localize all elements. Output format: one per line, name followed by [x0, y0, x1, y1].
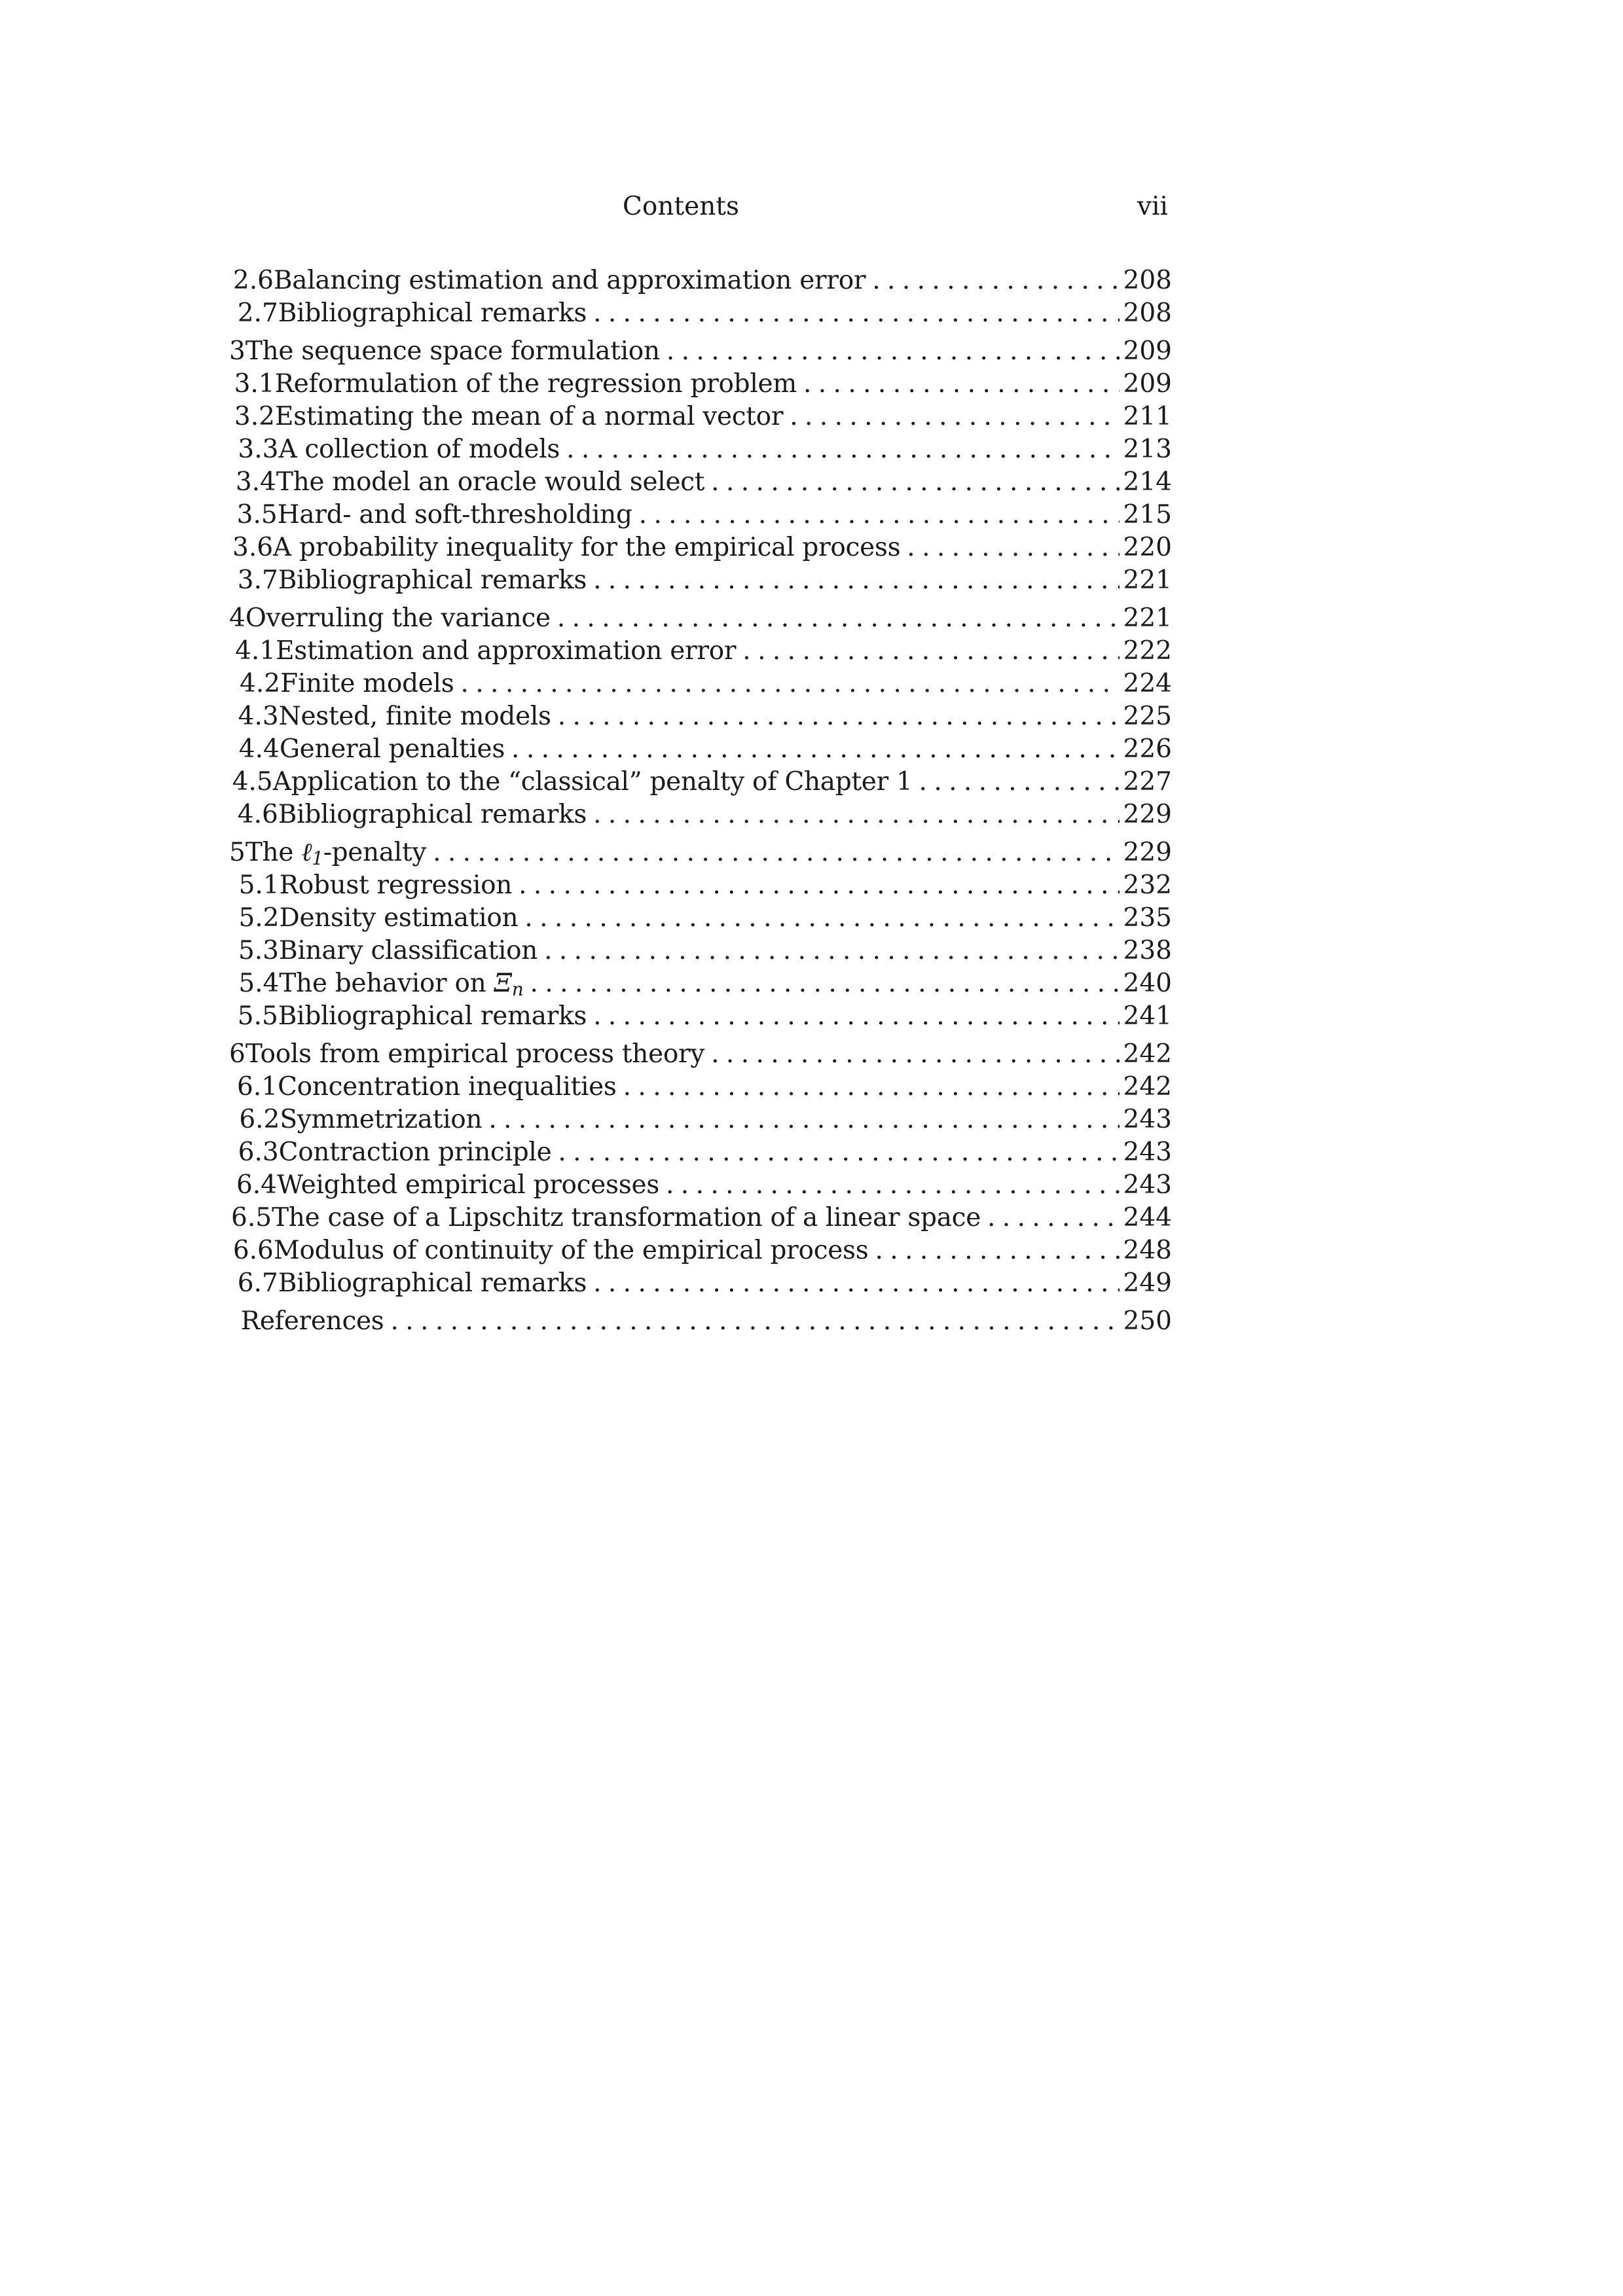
toc-section-entry[interactable] [229, 935, 1172, 967]
toc-section-entry[interactable] [229, 1000, 1172, 1033]
toc-section-entry[interactable] [229, 401, 1172, 433]
toc-section-entry[interactable] [229, 635, 1172, 668]
dot-leader [488, 1103, 1120, 1136]
toc-title: Reformulation of the regression problem [274, 369, 797, 399]
dot-leader [391, 1305, 1120, 1338]
toc-section-entry[interactable] [229, 564, 1172, 597]
toc-section-entry[interactable] [229, 869, 1172, 902]
dot-leader [875, 1234, 1120, 1267]
toc-number: 5 [229, 838, 246, 867]
toc-page-number: 229 [1123, 838, 1172, 867]
toc-page-number: 250 [1123, 1306, 1172, 1336]
toc-section-entry[interactable] [229, 798, 1172, 831]
page-title: Contents [623, 192, 739, 221]
toc-page-number: 235 [1123, 903, 1172, 933]
toc-section-entry[interactable] [229, 499, 1172, 531]
toc-page-number: 211 [1123, 402, 1172, 431]
toc-page-number: 238 [1123, 936, 1172, 965]
dot-leader [666, 1169, 1120, 1202]
toc-title: Modulus of continuity of the empirical process [273, 1236, 869, 1265]
toc-page-number: 214 [1123, 467, 1172, 497]
math-subscript: n [511, 978, 524, 1000]
toc-title: Bibliographical remarks [278, 1001, 587, 1031]
toc-page-number: 221 [1123, 603, 1172, 633]
toc-number: 5.4 [238, 969, 280, 998]
toc-page-number: 229 [1123, 800, 1172, 829]
toc-section-entry[interactable] [229, 733, 1172, 766]
toc-number: 6.5 [231, 1203, 272, 1232]
toc-chapter-entry[interactable] [229, 836, 1172, 869]
toc-section-entry[interactable] [229, 668, 1172, 700]
dot-leader [666, 335, 1120, 368]
toc-page-number: 227 [1123, 767, 1172, 797]
toc-chapter-entry[interactable] [229, 335, 1172, 368]
toc-page-number: 208 [1123, 266, 1172, 295]
toc-number: 6.7 [237, 1268, 278, 1298]
toc-title: Bibliographical remarks [278, 1268, 587, 1298]
toc-number: 5.5 [237, 1001, 278, 1031]
toc-page-number: 222 [1123, 636, 1172, 666]
dot-leader [566, 433, 1120, 466]
dot-leader [593, 1267, 1120, 1300]
toc-section-entry[interactable] [229, 1267, 1172, 1300]
dot-leader [593, 564, 1120, 597]
toc-title: Bibliographical remarks [278, 298, 587, 328]
toc-number: 3 [229, 336, 246, 366]
toc-title: Finite models [280, 669, 454, 698]
toc-title: Weighted empirical processes [277, 1170, 659, 1200]
toc-page-number: 232 [1123, 870, 1172, 900]
toc-page-number: 249 [1123, 1268, 1172, 1298]
toc-section-entry[interactable] [229, 466, 1172, 499]
toc-section-entry[interactable] [229, 766, 1172, 798]
math-subscript: 1 [312, 848, 323, 869]
toc-title: Concentration inequalities [278, 1072, 617, 1102]
dot-leader [544, 935, 1120, 967]
dot-leader [907, 531, 1120, 564]
toc-section-entry[interactable] [229, 967, 1172, 1000]
toc-page-number: 209 [1123, 336, 1172, 366]
toc-number: 6.4 [236, 1170, 277, 1200]
toc-number: 6.3 [238, 1138, 279, 1167]
toc-number: 5.2 [238, 903, 280, 933]
page-number: vii [1137, 192, 1168, 221]
toc-title-text: The behavior on [279, 969, 494, 998]
dot-leader [711, 1038, 1120, 1071]
running-head [0, 188, 1623, 225]
toc-page-number: 240 [1123, 969, 1172, 998]
dot-leader [519, 869, 1120, 902]
dot-leader [593, 798, 1120, 831]
toc-section-entry[interactable] [229, 433, 1172, 466]
toc-number: 3.6 [232, 533, 274, 562]
toc-title: The case of a Lipschitz transformation of a linear space [272, 1203, 981, 1232]
toc-title: Nested, finite models [278, 702, 551, 731]
dot-leader [711, 466, 1120, 499]
toc-number: 3.7 [237, 565, 278, 595]
math-symbol: ℓ [301, 838, 312, 867]
toc-title: Balancing estimation and approximation error [273, 266, 866, 295]
toc-section-entry[interactable] [229, 297, 1172, 330]
toc-number: 4.6 [237, 800, 278, 829]
toc-page-number: 221 [1123, 565, 1172, 595]
toc-title: Density estimation [279, 903, 519, 933]
toc-section-entry[interactable] [229, 1136, 1172, 1169]
toc-chapter-entry[interactable] [229, 1038, 1172, 1071]
toc-section-entry[interactable] [229, 700, 1172, 733]
toc-page-number: 241 [1123, 1001, 1172, 1031]
toc-page-number: 215 [1123, 500, 1172, 529]
dot-leader [593, 1000, 1120, 1033]
toc-number: 4.1 [235, 636, 276, 666]
toc-page-number: 226 [1123, 734, 1172, 764]
toc-section-entry[interactable] [229, 531, 1172, 564]
toc-number: 2.7 [237, 298, 278, 328]
dot-leader [639, 499, 1120, 531]
toc-chapter-entry[interactable] [229, 602, 1172, 635]
toc-number: 3.4 [235, 467, 276, 497]
toc-title: References [240, 1306, 384, 1336]
dot-leader [593, 297, 1120, 330]
math-symbol: Ξ [494, 969, 512, 998]
toc-title: The model an oracle would select [276, 467, 705, 497]
toc-number: 3.5 [236, 500, 278, 529]
dot-leader [524, 902, 1120, 935]
toc-section-entry[interactable] [229, 1169, 1172, 1202]
dot-leader [919, 766, 1120, 798]
toc-title: Bibliographical remarks [278, 565, 587, 595]
toc-section-entry[interactable] [229, 902, 1172, 935]
dot-leader [433, 836, 1120, 869]
dot-leader [623, 1071, 1120, 1103]
dot-leader [558, 1136, 1120, 1169]
toc-page-number: 209 [1123, 369, 1172, 399]
toc-title: Symmetrization [280, 1105, 483, 1134]
toc-number: 2.6 [232, 266, 274, 295]
toc-section-entry[interactable] [229, 1071, 1172, 1103]
toc-title: Overruling the variance [245, 603, 551, 633]
toc-number: 5.3 [238, 936, 279, 965]
dot-leader [460, 668, 1120, 700]
toc-page-number: 220 [1123, 533, 1172, 562]
toc-page-number: 242 [1123, 1072, 1172, 1102]
toc-number: 4.5 [232, 767, 273, 797]
toc-title: Estimation and approximation error [276, 636, 737, 666]
toc-title: General penalties [279, 734, 505, 764]
toc-page-number: 243 [1123, 1105, 1172, 1134]
toc-page-number: 243 [1123, 1138, 1172, 1167]
toc-section-entry[interactable] [229, 1234, 1172, 1267]
toc-references-entry[interactable] [229, 1305, 1172, 1338]
toc-page-number: 224 [1123, 669, 1172, 698]
toc-number: 3.2 [234, 402, 275, 431]
dot-leader [803, 368, 1120, 401]
toc-section-entry[interactable] [229, 1103, 1172, 1136]
toc-page-number: 243 [1123, 1170, 1172, 1200]
toc-title: Contraction principle [278, 1138, 552, 1167]
toc-title: Bibliographical remarks [278, 800, 587, 829]
dot-leader [511, 733, 1120, 766]
dot-leader [530, 967, 1120, 1000]
toc-number: 4.4 [238, 734, 280, 764]
toc-number: 3.1 [234, 369, 275, 399]
toc-number: 4.3 [238, 702, 279, 731]
toc-title: Application to the “classical” penalty of Chapter 1 [272, 767, 913, 797]
toc-title-text: The [245, 838, 302, 867]
dot-leader [558, 700, 1120, 733]
toc-title: The sequence space formulation [245, 336, 660, 366]
toc-title: Estimating the mean of a normal vector [274, 402, 784, 431]
toc-title: Robust regression [279, 870, 513, 900]
toc-page-number: 225 [1123, 702, 1172, 731]
toc-page-number: 242 [1123, 1039, 1172, 1069]
toc-section-entry[interactable] [229, 368, 1172, 401]
toc-number: 4 [229, 603, 246, 633]
toc-number: 5.1 [238, 870, 280, 900]
toc-page-number: 213 [1123, 435, 1172, 464]
dot-leader [557, 602, 1120, 635]
toc-number: 6 [229, 1039, 246, 1069]
toc-title: Binary classification [279, 936, 538, 965]
dot-leader [987, 1202, 1120, 1234]
toc-title: A probability inequality for the empirical process [273, 533, 901, 562]
toc-page-number: 244 [1123, 1203, 1172, 1232]
table-of-contents [229, 264, 1172, 1338]
dot-leader [872, 264, 1120, 297]
toc-title: Tools from empirical process theory [245, 1039, 705, 1069]
toc-number: 6.6 [232, 1236, 274, 1265]
toc-section-entry[interactable] [229, 264, 1172, 297]
dot-leader [742, 635, 1120, 668]
toc-title: A collection of models [278, 435, 560, 464]
dot-leader [790, 401, 1120, 433]
toc-title-text: -penalty [323, 838, 427, 867]
toc-page-number: 208 [1123, 298, 1172, 328]
toc-number: 4.2 [240, 669, 281, 698]
toc-number: 6.1 [237, 1072, 278, 1102]
toc-section-entry[interactable] [229, 1202, 1172, 1234]
toc-title: Hard- and soft-thresholding [277, 500, 632, 529]
toc-number: 3.3 [238, 435, 279, 464]
toc-page-number: 248 [1123, 1236, 1172, 1265]
toc-number: 6.2 [239, 1105, 280, 1134]
